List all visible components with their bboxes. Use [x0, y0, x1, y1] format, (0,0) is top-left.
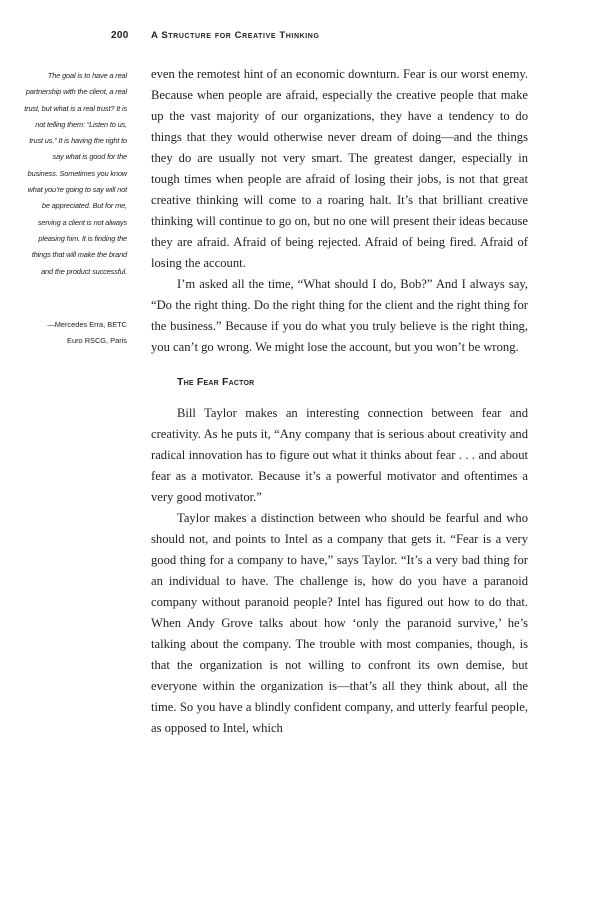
main-text	[151, 64, 528, 739]
section-heading: The Fear Factor	[177, 376, 255, 388]
body-paragraph: even the remotest hint of an economic downturn. Fear is our worst enemy. Because when people are afraid, especially the creative people that make up the vast majority of our organizations, they have a tendency to do things that they would otherwise never dream of doing—and the things they do are usually not very smart. The greatest danger, especially in tough times when people are afraid of losing their jobs, is not that great creative thinking will come to a roaring halt. It’s that brilliant creative thinking will continue to go on, but no one will present their ideas because they are afraid. Afraid of being rejected. Afraid of being fired. Afraid of losing the account.	[151, 67, 528, 270]
attribution-name: —Mercedes Erra, BETC	[47, 320, 127, 329]
body-paragraph: I’m asked all the time, “What should I do, Bob?” And I always say, “Do the right thing. Do the right thing for the client and the right thing for the business.” Because if you do what you truly believe is the right thing, you can’t go wrong. We might lose the account, but you won’t be wrong.	[151, 277, 528, 354]
body-paragraph: Bill Taylor makes an interesting connection between fear and creativity. As he puts it, “Any company that is serious about creativity and radical innovation has to figure out what it thinks about fear . . . and about fear as a motivator. Because it’s a powerful motivator and oftentimes a very good motivator.”	[151, 406, 528, 504]
running-head: A Structure for Creative Thinking	[151, 30, 320, 41]
sidebar-attribution	[22, 317, 127, 350]
body-paragraph: Taylor makes a distinction between who should be fearful and who should not, and points to Intel as a company that gets it. “Fear is a very good thing for a company to have,” says Taylor. “It’s a very bad thing for an individual to have. The challenge is, how do you have a paranoid company without paranoid people? Intel has figured out how to do that. When Andy Grove talks about how ‘only the paranoid survive,’ he’s talking about the company. The trouble with most companies, though, is that the organization is not willing to confront its own demise, but everyone within the organization is—that’s all they think about, all the time. So you have a blindly confident company, and utterly fearful people, as opposed to Intel, which	[151, 511, 528, 735]
attribution-company: Euro RSCG, Paris	[67, 336, 127, 346]
page-number: 200	[111, 30, 129, 41]
sidebar-quote: The goal is to have a real partnership with the client, a real trust, but what is a real trust? It is not telling them: “Listen to us, trust us.” It is having the right to say what is good for the business. Sometimes you know what you’re going to say will not be appreciated. But for me, serving a client is not always pleasing him. It is finding the things that will make the brand and the product successful.	[24, 71, 127, 276]
